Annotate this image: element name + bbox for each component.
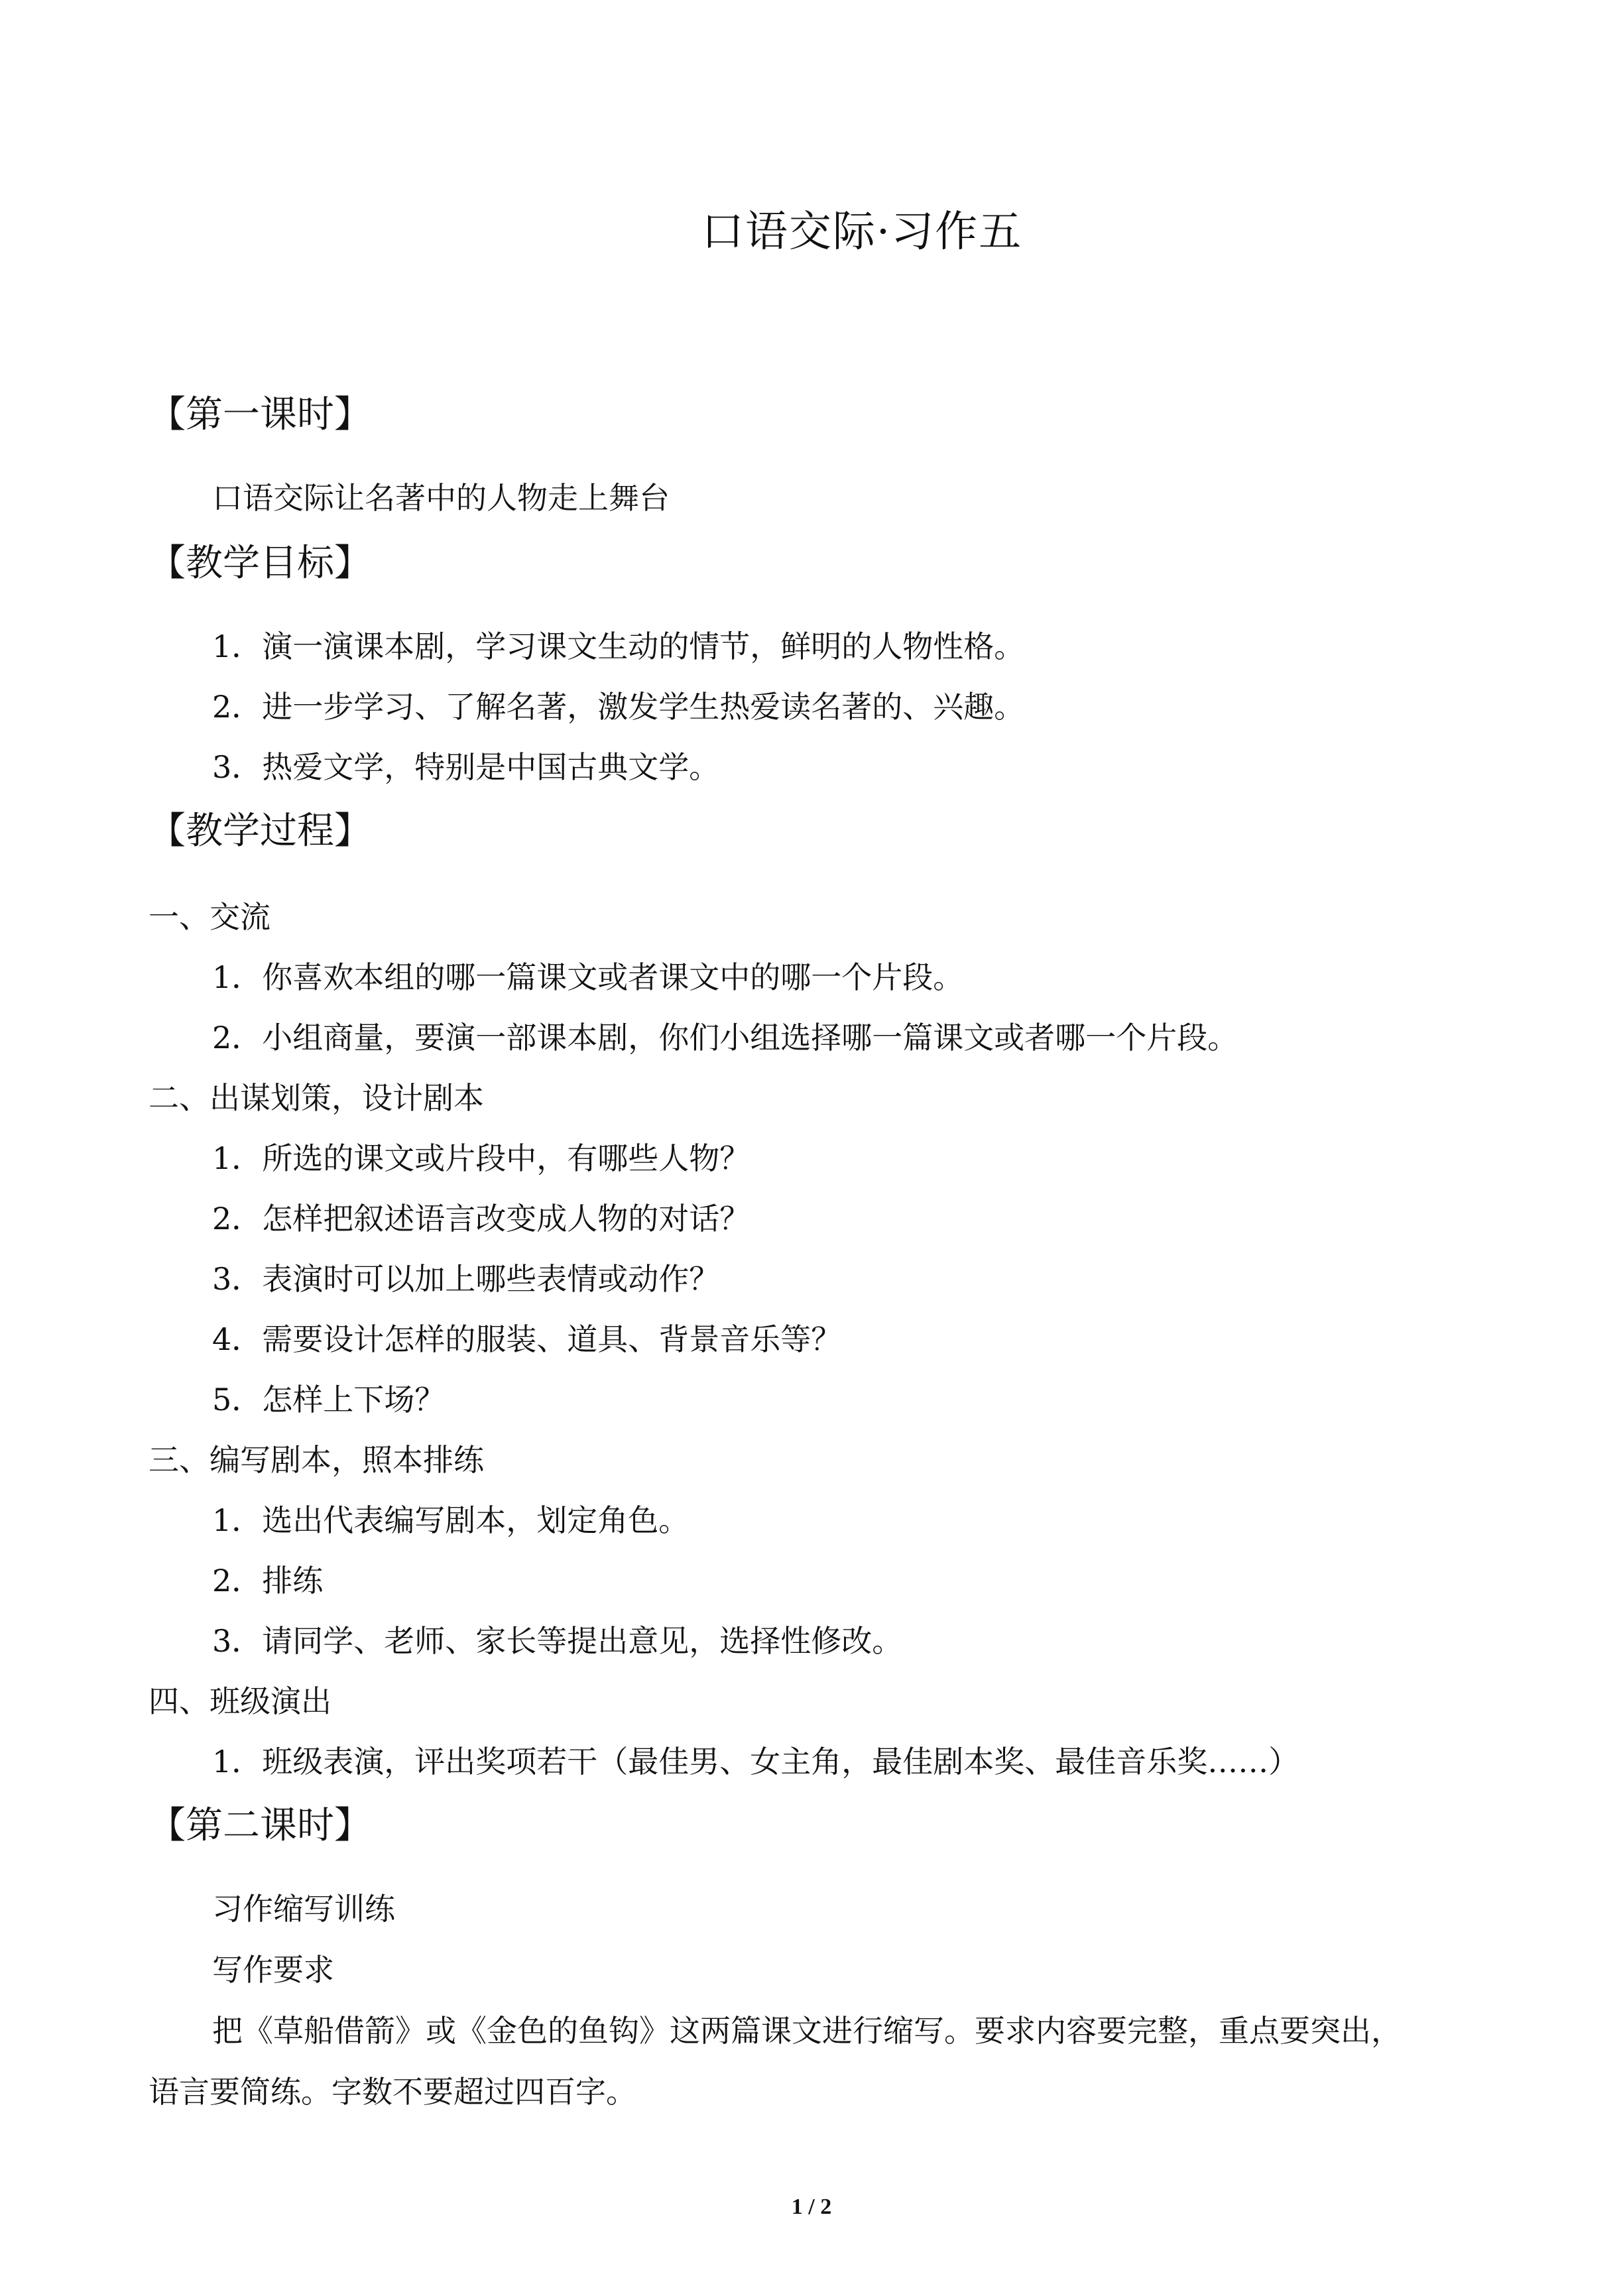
section-title: 二、出谋划策，设计剧本 — [149, 1080, 484, 1116]
section-item: 2．怎样把叙述语言改变成人物的对话？ — [212, 1201, 751, 1237]
section-item: 1．所选的课文或片段中，有哪些人物？ — [212, 1140, 751, 1176]
section-title: 三、编写剧本，照本排练 — [149, 1442, 484, 1478]
lesson1-heading: 【第一课时】 — [149, 393, 371, 436]
goal-item: 1．演一演课本剧，学习课文生动的情节，鲜明的人物性格。 — [212, 629, 1025, 664]
page-number: 1 / 2 — [791, 2195, 832, 2219]
section-item: 2．小组商量，要演一部课本剧，你们小组选择哪一篇课文或者哪一个片段。 — [212, 1020, 1238, 1056]
section-item: 2．排练 — [212, 1563, 324, 1599]
section-item: 3．表演时可以加上哪些表情或动作？ — [212, 1261, 720, 1297]
section-item: 3．请同学、老师、家长等提出意见，选择性修改。 — [212, 1623, 903, 1659]
section-item: 1．班级表演，评出奖项若干（最佳男、女主角，最佳剧本奖、最佳音乐奖……） — [212, 1744, 1299, 1780]
section-title: 四、班级演出 — [149, 1683, 331, 1719]
section-title: 一、交流 — [149, 899, 270, 935]
section-item: 4．需要设计怎样的服装、道具、背景音乐等？ — [212, 1321, 842, 1357]
requirements-heading: 写作要求 — [212, 1952, 334, 1988]
process-heading: 【教学过程】 — [149, 810, 371, 853]
section-item: 5．怎样上下场？ — [212, 1382, 446, 1418]
requirements-paragraph-line1: 把《草船借箭》或《金色的鱼钩》这两篇课文进行缩写。要求内容要完整，重点要突出， — [212, 2013, 1402, 2049]
section-item: 1．选出代表编写剧本，划定角色。 — [212, 1502, 690, 1538]
section-item: 1．你喜欢本组的哪一篇课文或者课文中的哪一个片段。 — [212, 959, 964, 995]
lesson2-heading: 【第二课时】 — [149, 1804, 371, 1847]
requirements-paragraph-line2: 语言要简练。字数不要超过四百字。 — [149, 2074, 636, 2110]
goal-item: 3．热爱文学，特别是中国古典文学。 — [212, 749, 720, 785]
lesson1-subtitle: 口语交际让名著中的人物走上舞台 — [212, 480, 670, 516]
goals-heading: 【教学目标】 — [149, 542, 371, 585]
goal-item: 2．进一步学习、了解名著，激发学生热爱读名著的、兴趣。 — [212, 689, 1025, 725]
document-title: 口语交际·习作五 — [701, 208, 1023, 257]
lesson2-subtitle: 习作缩写训练 — [212, 1891, 395, 1927]
